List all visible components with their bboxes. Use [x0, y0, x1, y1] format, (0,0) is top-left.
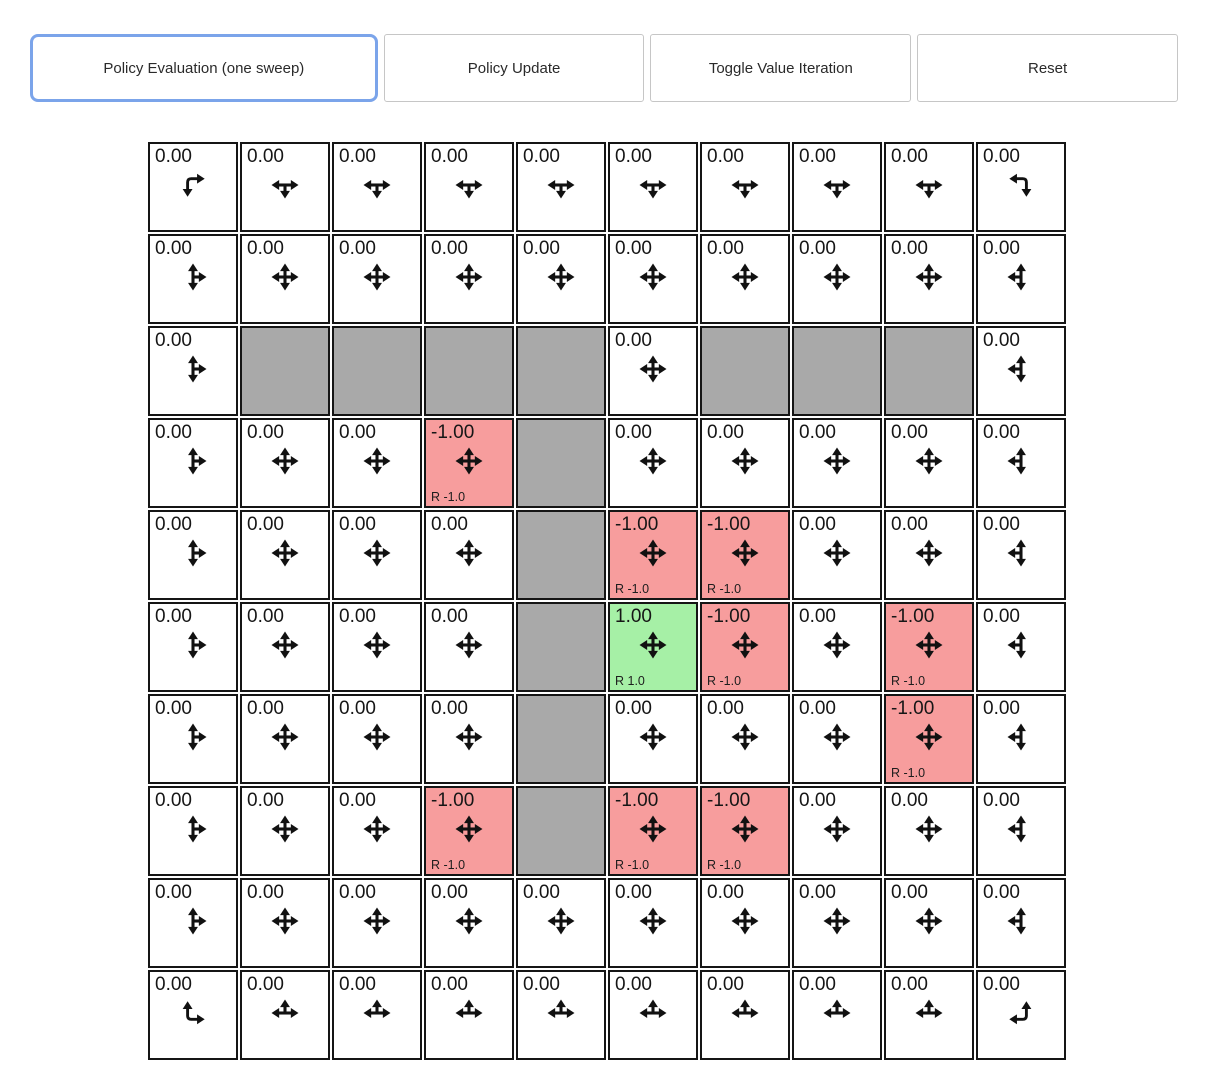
grid-cell[interactable]	[608, 326, 698, 416]
grid-cell[interactable]	[240, 694, 330, 784]
policy-arrows-icon	[450, 443, 488, 479]
policy-arrows-icon	[174, 351, 212, 387]
cell-reward-label: R -1.0	[707, 674, 742, 688]
grid-cell[interactable]	[332, 878, 422, 968]
cell-reward-label: R -1.0	[431, 490, 466, 504]
grid-cell[interactable]	[700, 694, 790, 784]
policy-arrows-icon	[726, 811, 764, 847]
grid-cell[interactable]	[884, 970, 974, 1060]
grid-cell[interactable]	[792, 786, 882, 876]
policy-arrows-icon	[266, 535, 304, 571]
grid-cell[interactable]	[608, 418, 698, 508]
grid-cell[interactable]	[884, 878, 974, 968]
grid-cell[interactable]	[148, 878, 238, 968]
policy-arrows-icon	[818, 167, 856, 203]
cell-value: 0.00	[615, 146, 652, 167]
policy-arrows-icon	[266, 443, 304, 479]
cell-reward-label: R -1.0	[891, 674, 926, 688]
grid-cell[interactable]	[424, 602, 514, 692]
cell-value: 0.00	[431, 146, 468, 167]
cell-value: 0.00	[983, 330, 1020, 351]
policy-arrows-icon	[634, 627, 672, 663]
wall-cell	[516, 326, 606, 416]
grid-cell[interactable]	[608, 878, 698, 968]
cell-reward-label: R -1.0	[891, 766, 926, 780]
wall-cell	[332, 326, 422, 416]
cell-value: 0.00	[799, 698, 836, 719]
policy-arrows-icon	[634, 811, 672, 847]
cell-value: 0.00	[431, 974, 468, 995]
cell-value: 0.00	[431, 606, 468, 627]
policy-arrows-icon	[818, 443, 856, 479]
grid-cell[interactable]	[148, 234, 238, 324]
policy-arrows-icon	[910, 535, 948, 571]
cell-value: -1.00	[707, 790, 751, 811]
reset-button[interactable]: Reset	[917, 34, 1178, 102]
cell-value: 0.00	[891, 974, 928, 995]
policy-arrows-icon	[450, 259, 488, 295]
cell-value: 0.00	[339, 882, 376, 903]
cell-value: 0.00	[523, 882, 560, 903]
grid-cell[interactable]	[148, 786, 238, 876]
cell-value: 0.00	[799, 238, 836, 259]
policy-arrows-icon	[634, 535, 672, 571]
policy-arrows-icon	[1002, 627, 1040, 663]
cell-value: 0.00	[339, 422, 376, 443]
policy-arrows-icon	[634, 351, 672, 387]
cell-value: 0.00	[799, 790, 836, 811]
policy-arrows-icon	[818, 719, 856, 755]
cell-value: 0.00	[983, 790, 1020, 811]
cell-value: 0.00	[707, 698, 744, 719]
cell-reward-label: R -1.0	[615, 582, 650, 596]
wall-cell	[884, 326, 974, 416]
cell-value: 0.00	[339, 790, 376, 811]
cell-value: 0.00	[155, 882, 192, 903]
cell-reward-label: R 1.0	[615, 674, 645, 688]
wall-cell	[516, 510, 606, 600]
toggle-value-iteration-button[interactable]: Toggle Value Iteration	[650, 34, 911, 102]
cell-value: 1.00	[615, 606, 652, 627]
grid-cell[interactable]	[332, 142, 422, 232]
policy-arrows-icon	[174, 443, 212, 479]
grid-cell[interactable]	[976, 510, 1066, 600]
grid-cell[interactable]	[424, 970, 514, 1060]
grid-cell[interactable]	[884, 142, 974, 232]
policy-arrows-icon	[266, 903, 304, 939]
grid-cell[interactable]	[148, 602, 238, 692]
grid-cell[interactable]	[148, 418, 238, 508]
grid-cell[interactable]	[792, 970, 882, 1060]
policy-arrows-icon	[818, 811, 856, 847]
policy-arrows-icon	[910, 627, 948, 663]
policy-arrows-icon	[634, 259, 672, 295]
grid-cell[interactable]	[148, 510, 238, 600]
policy-arrows-icon	[358, 811, 396, 847]
policy-arrows-icon	[1002, 811, 1040, 847]
cell-value: 0.00	[615, 422, 652, 443]
policy-arrows-icon	[358, 719, 396, 755]
grid-cell[interactable]	[792, 878, 882, 968]
policy-arrows-icon	[1002, 259, 1040, 295]
cell-value: 0.00	[983, 882, 1020, 903]
cell-value: 0.00	[707, 422, 744, 443]
wall-cell	[516, 602, 606, 692]
grid-cell[interactable]	[976, 142, 1066, 232]
policy-arrows-icon	[726, 627, 764, 663]
policy-arrows-icon	[726, 903, 764, 939]
policy-arrows-icon	[266, 719, 304, 755]
policy-arrows-icon	[266, 259, 304, 295]
policy-arrows-icon	[174, 167, 212, 203]
cell-value: -1.00	[707, 514, 751, 535]
grid-cell[interactable]	[976, 694, 1066, 784]
cell-value: 0.00	[891, 790, 928, 811]
cell-value: 0.00	[983, 698, 1020, 719]
cell-value: -1.00	[707, 606, 751, 627]
cell-value: 0.00	[523, 146, 560, 167]
policy-arrows-icon	[910, 995, 948, 1031]
policy-arrows-icon	[358, 535, 396, 571]
cell-value: 0.00	[707, 146, 744, 167]
grid-cell[interactable]	[332, 234, 422, 324]
policy-arrows-icon	[726, 535, 764, 571]
grid-cell[interactable]	[332, 694, 422, 784]
cell-value: 0.00	[799, 422, 836, 443]
policy-arrows-icon	[450, 903, 488, 939]
policy-arrows-icon	[542, 995, 580, 1031]
grid-cell[interactable]	[424, 786, 514, 876]
cell-value: 0.00	[247, 146, 284, 167]
grid-cell[interactable]	[976, 970, 1066, 1060]
grid-cell[interactable]	[424, 142, 514, 232]
cell-value: 0.00	[891, 146, 928, 167]
policy-arrows-icon	[726, 443, 764, 479]
policy-arrows-icon	[542, 167, 580, 203]
cell-value: 0.00	[983, 974, 1020, 995]
policy-arrows-icon	[1002, 351, 1040, 387]
policy-arrows-icon	[174, 995, 212, 1031]
cell-value: 0.00	[339, 974, 376, 995]
cell-value: 0.00	[983, 146, 1020, 167]
grid-cell[interactable]	[516, 878, 606, 968]
grid-cell[interactable]	[240, 234, 330, 324]
cell-value: 0.00	[155, 698, 192, 719]
policy-arrows-icon	[174, 259, 212, 295]
cell-value: -1.00	[431, 790, 475, 811]
grid-cell[interactable]	[332, 786, 422, 876]
grid-cell[interactable]	[792, 694, 882, 784]
policy-arrows-icon	[910, 259, 948, 295]
policy-arrows-icon	[818, 903, 856, 939]
grid-cell[interactable]	[884, 510, 974, 600]
cell-value: 0.00	[431, 238, 468, 259]
grid-cell[interactable]	[700, 786, 790, 876]
grid-cell[interactable]	[516, 970, 606, 1060]
grid-cell[interactable]	[148, 694, 238, 784]
cell-value: 0.00	[983, 606, 1020, 627]
cell-value: 0.00	[523, 238, 560, 259]
cell-value: 0.00	[983, 514, 1020, 535]
cell-value: 0.00	[155, 238, 192, 259]
policy-arrows-icon	[726, 259, 764, 295]
policy-arrows-icon	[542, 259, 580, 295]
policy-arrows-icon	[1002, 903, 1040, 939]
policy-arrows-icon	[910, 903, 948, 939]
grid-cell[interactable]	[608, 602, 698, 692]
policy-arrows-icon	[634, 995, 672, 1031]
cell-value: 0.00	[155, 514, 192, 535]
grid-cell[interactable]	[792, 602, 882, 692]
cell-value: 0.00	[339, 238, 376, 259]
policy-arrows-icon	[1002, 995, 1040, 1031]
gridworld-grid	[148, 142, 1066, 1060]
grid-cell[interactable]	[608, 510, 698, 600]
policy-arrows-icon	[910, 719, 948, 755]
wall-cell	[240, 326, 330, 416]
grid-cell[interactable]	[516, 234, 606, 324]
grid-cell[interactable]	[148, 326, 238, 416]
policy-arrows-icon	[450, 535, 488, 571]
grid-cell[interactable]	[700, 602, 790, 692]
cell-reward-label: R -1.0	[707, 858, 742, 872]
toolbar	[0, 0, 1208, 102]
cell-value: 0.00	[615, 330, 652, 351]
grid-cell[interactable]	[148, 142, 238, 232]
cell-value: 0.00	[983, 422, 1020, 443]
cell-value: 0.00	[891, 422, 928, 443]
wall-cell	[516, 418, 606, 508]
grid-cell[interactable]	[608, 694, 698, 784]
cell-value: 0.00	[431, 882, 468, 903]
cell-value: 0.00	[707, 238, 744, 259]
grid-cell[interactable]	[240, 878, 330, 968]
policy-arrows-icon	[450, 719, 488, 755]
cell-value: 0.00	[247, 974, 284, 995]
policy-arrows-icon	[634, 443, 672, 479]
policy-arrows-icon	[358, 627, 396, 663]
wall-cell	[700, 326, 790, 416]
grid-cell[interactable]	[332, 602, 422, 692]
grid-cell[interactable]	[424, 234, 514, 324]
policy-arrows-icon	[542, 903, 580, 939]
grid-cell[interactable]	[240, 786, 330, 876]
cell-value: 0.00	[155, 330, 192, 351]
policy-arrows-icon	[450, 167, 488, 203]
grid-cell[interactable]	[516, 142, 606, 232]
cell-value: 0.00	[247, 238, 284, 259]
cell-reward-label: R -1.0	[707, 582, 742, 596]
cell-value: 0.00	[615, 698, 652, 719]
grid-cell[interactable]	[148, 970, 238, 1060]
cell-value: 0.00	[431, 698, 468, 719]
policy-arrows-icon	[358, 443, 396, 479]
policy-arrows-icon	[910, 167, 948, 203]
grid-cell[interactable]	[976, 878, 1066, 968]
cell-value: 0.00	[799, 882, 836, 903]
grid-cell[interactable]	[884, 786, 974, 876]
grid-cell[interactable]	[884, 694, 974, 784]
cell-value: 0.00	[247, 790, 284, 811]
grid-cell[interactable]	[792, 418, 882, 508]
policy-arrows-icon	[818, 259, 856, 295]
cell-value: 0.00	[155, 606, 192, 627]
policy-arrows-icon	[1002, 535, 1040, 571]
policy-arrows-icon	[910, 443, 948, 479]
cell-value: 0.00	[247, 606, 284, 627]
policy-arrows-icon	[358, 903, 396, 939]
grid-cell[interactable]	[700, 142, 790, 232]
policy-arrows-icon	[358, 259, 396, 295]
cell-value: 0.00	[799, 606, 836, 627]
policy-arrows-icon	[450, 811, 488, 847]
cell-value: 0.00	[155, 422, 192, 443]
policy-arrows-icon	[634, 903, 672, 939]
policy-arrows-icon	[266, 811, 304, 847]
cell-value: 0.00	[339, 698, 376, 719]
cell-value: 0.00	[983, 238, 1020, 259]
cell-value: 0.00	[615, 238, 652, 259]
policy-arrows-icon	[266, 627, 304, 663]
cell-reward-label: R -1.0	[615, 858, 650, 872]
cell-value: 0.00	[707, 974, 744, 995]
grid-cell[interactable]	[424, 878, 514, 968]
cell-value: -1.00	[891, 606, 935, 627]
policy-arrows-icon	[450, 995, 488, 1031]
grid-cell[interactable]	[424, 694, 514, 784]
policy-arrows-icon	[174, 719, 212, 755]
grid-cell[interactable]	[332, 970, 422, 1060]
grid-cell[interactable]	[240, 510, 330, 600]
grid-cell[interactable]	[240, 142, 330, 232]
cell-value: 0.00	[339, 146, 376, 167]
grid-cell[interactable]	[792, 510, 882, 600]
grid-cell[interactable]	[608, 970, 698, 1060]
grid-cell[interactable]	[240, 970, 330, 1060]
grid-cell[interactable]	[608, 234, 698, 324]
grid-cell[interactable]	[792, 234, 882, 324]
grid-cell[interactable]	[884, 418, 974, 508]
grid-cell[interactable]	[608, 786, 698, 876]
cell-value: -1.00	[615, 790, 659, 811]
policy-arrows-icon	[266, 167, 304, 203]
policy-update-button[interactable]: Policy Update	[384, 34, 645, 102]
policy-arrows-icon	[1002, 167, 1040, 203]
cell-reward-label: R -1.0	[431, 858, 466, 872]
cell-value: 0.00	[615, 974, 652, 995]
cell-value: 0.00	[339, 606, 376, 627]
policy-arrows-icon	[1002, 443, 1040, 479]
cell-value: 0.00	[247, 698, 284, 719]
grid-cell[interactable]	[792, 142, 882, 232]
cell-value: 0.00	[891, 238, 928, 259]
grid-cell[interactable]	[332, 418, 422, 508]
cell-value: 0.00	[891, 882, 928, 903]
policy-arrows-icon	[726, 995, 764, 1031]
cell-value: 0.00	[799, 146, 836, 167]
policy-arrows-icon	[174, 627, 212, 663]
policy-arrows-icon	[818, 535, 856, 571]
policy-arrows-icon	[818, 627, 856, 663]
cell-value: -1.00	[615, 514, 659, 535]
grid-cell[interactable]	[700, 234, 790, 324]
cell-value: 0.00	[247, 882, 284, 903]
policy-arrows-icon	[910, 811, 948, 847]
grid-cell[interactable]	[240, 602, 330, 692]
grid-cell[interactable]	[976, 326, 1066, 416]
grid-cell[interactable]	[700, 418, 790, 508]
cell-value: 0.00	[155, 790, 192, 811]
cell-value: 0.00	[615, 882, 652, 903]
wall-cell	[516, 786, 606, 876]
policy-arrows-icon	[726, 719, 764, 755]
grid-cell[interactable]	[976, 602, 1066, 692]
policy-arrows-icon	[634, 719, 672, 755]
grid-cell[interactable]	[332, 510, 422, 600]
policy-arrows-icon	[266, 995, 304, 1031]
grid-cell[interactable]	[424, 510, 514, 600]
grid-cell[interactable]	[700, 510, 790, 600]
grid-cell[interactable]	[608, 142, 698, 232]
cell-value: 0.00	[523, 974, 560, 995]
grid-cell[interactable]	[240, 418, 330, 508]
policy-arrows-icon	[358, 995, 396, 1031]
cell-value: 0.00	[799, 974, 836, 995]
grid-cell[interactable]	[884, 602, 974, 692]
cell-value: 0.00	[431, 514, 468, 535]
grid-cell[interactable]	[700, 970, 790, 1060]
policy-arrows-icon	[634, 167, 672, 203]
cell-value: 0.00	[891, 514, 928, 535]
cell-value: 0.00	[247, 514, 284, 535]
wall-cell	[516, 694, 606, 784]
cell-value: -1.00	[891, 698, 935, 719]
policy-arrows-icon	[726, 167, 764, 203]
grid-cell[interactable]	[884, 234, 974, 324]
policy-arrows-icon	[358, 167, 396, 203]
grid-cell[interactable]	[424, 418, 514, 508]
grid-cell[interactable]	[976, 786, 1066, 876]
cell-value: 0.00	[247, 422, 284, 443]
policy-evaluation-button[interactable]: Policy Evaluation (one sweep)	[30, 34, 378, 102]
grid-cell[interactable]	[976, 418, 1066, 508]
policy-arrows-icon	[450, 627, 488, 663]
cell-value: 0.00	[339, 514, 376, 535]
policy-arrows-icon	[174, 903, 212, 939]
cell-value: 0.00	[155, 146, 192, 167]
policy-arrows-icon	[1002, 719, 1040, 755]
cell-value: -1.00	[431, 422, 475, 443]
wall-cell	[424, 326, 514, 416]
policy-arrows-icon	[818, 995, 856, 1031]
policy-arrows-icon	[174, 535, 212, 571]
policy-arrows-icon	[174, 811, 212, 847]
cell-value: 0.00	[707, 882, 744, 903]
cell-value: 0.00	[799, 514, 836, 535]
grid-cell[interactable]	[976, 234, 1066, 324]
cell-value: 0.00	[155, 974, 192, 995]
grid-cell[interactable]	[700, 878, 790, 968]
wall-cell	[792, 326, 882, 416]
